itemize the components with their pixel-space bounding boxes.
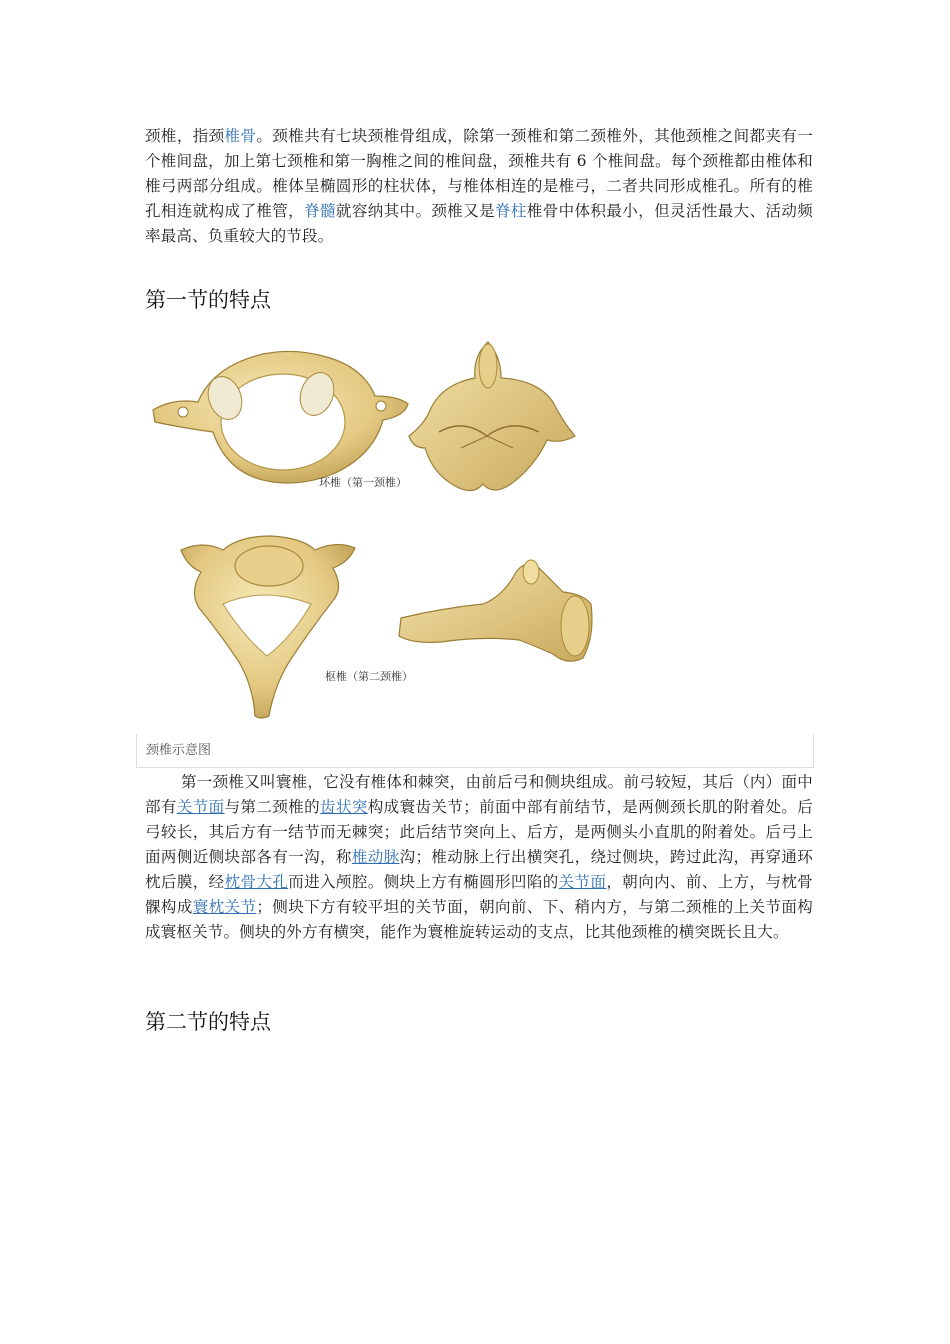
vertebra-figure <box>143 336 603 726</box>
link-atlanto-occipital-joint[interactable]: 寰枕关节 <box>192 898 257 916</box>
atlas-text-1: 第一颈椎又叫寰椎，它没有椎体和棘突，由前后弓和侧块组成。前弓较短，其后（内）面中部有 <box>145 773 813 816</box>
vertebra-illustration <box>143 336 603 726</box>
atlas-text-4: 沟；椎动脉上行出横突孔，绕过侧块，跨过此沟，再穿通环枕后膜，经 <box>145 848 813 891</box>
atlas-text-2: 与第二颈椎的 <box>224 798 321 816</box>
intro-text-3: 就容纳其中。颈椎又是 <box>335 202 496 220</box>
section2-heading: 第二节的特点 <box>145 1010 271 1034</box>
atlas-top-view <box>153 351 408 483</box>
atlas-oblique-view <box>409 342 575 491</box>
axis-lateral-view <box>399 560 592 661</box>
link-articular-facet[interactable]: 关节面 <box>176 798 225 816</box>
link-vertebral-artery[interactable]: 椎动脉 <box>351 848 400 866</box>
figure-caption: 颈椎示意图 <box>146 743 212 758</box>
section1-heading: 第一节的特点 <box>145 288 271 312</box>
intro-text-4: 椎骨中体积最小，但灵活性最大、活动频率最高、负重较大的节段。 <box>145 202 813 245</box>
link-spinal-cord[interactable]: 脊髓 <box>304 202 336 220</box>
intro-text-1: 颈椎，指颈 <box>145 127 225 145</box>
link-vertebra[interactable]: 椎骨 <box>224 127 257 145</box>
intro-text-2: 。颈椎共有七块颈椎骨组成，除第一颈椎和第二颈椎外，其他颈椎之间都夹有一个椎间盘，加上第七颈椎和第一胸椎之间的椎间盘，颈椎共有 6 个椎间盘。每个颈椎都由椎体和椎弓两部分组成。椎体呈椭圆形的柱状体，与椎体相连的是椎弓，二者共同形成椎孔。所有的椎孔相连就构成了椎管， <box>145 127 813 220</box>
figure-caption-box <box>136 734 814 768</box>
link-dens[interactable]: 齿状突 <box>320 798 368 816</box>
axis-label: 枢椎（第二颈椎） <box>325 670 413 683</box>
axis-top-view <box>181 536 355 718</box>
link-articular-facet-2[interactable]: 关节面 <box>558 873 607 891</box>
atlas-label: 环椎（第一颈椎） <box>319 476 407 489</box>
atlas-text-7: ；侧块下方有较平坦的关节面，朝向前、下、稍内方，与第二颈椎的上关节面构成寰枢关节。侧块的外方有横突，能作为寰椎旋转运动的支点，比其他颈椎的横突既长且大。 <box>145 898 813 941</box>
atlas-paragraph <box>145 770 813 945</box>
link-spine[interactable]: 脊柱 <box>495 202 527 220</box>
link-foramen-magnum[interactable]: 枕骨大孔 <box>224 873 289 891</box>
atlas-text-3: 构成寰齿关节；前面中部有前结节，是两侧颈长肌的附着处。后弓较长，其后方有一结节而无棘突；此后结节突向上、后方，是两侧头小直肌的附着处。后弓上面两侧近侧块部各有一沟，称 <box>145 798 814 866</box>
intro-paragraph <box>145 124 813 249</box>
atlas-text-6: ，朝向内、前、上方，与枕骨髁构成 <box>145 873 813 916</box>
atlas-text-5: 而进入颅腔。侧块上方有椭圆形凹陷的 <box>288 873 559 891</box>
